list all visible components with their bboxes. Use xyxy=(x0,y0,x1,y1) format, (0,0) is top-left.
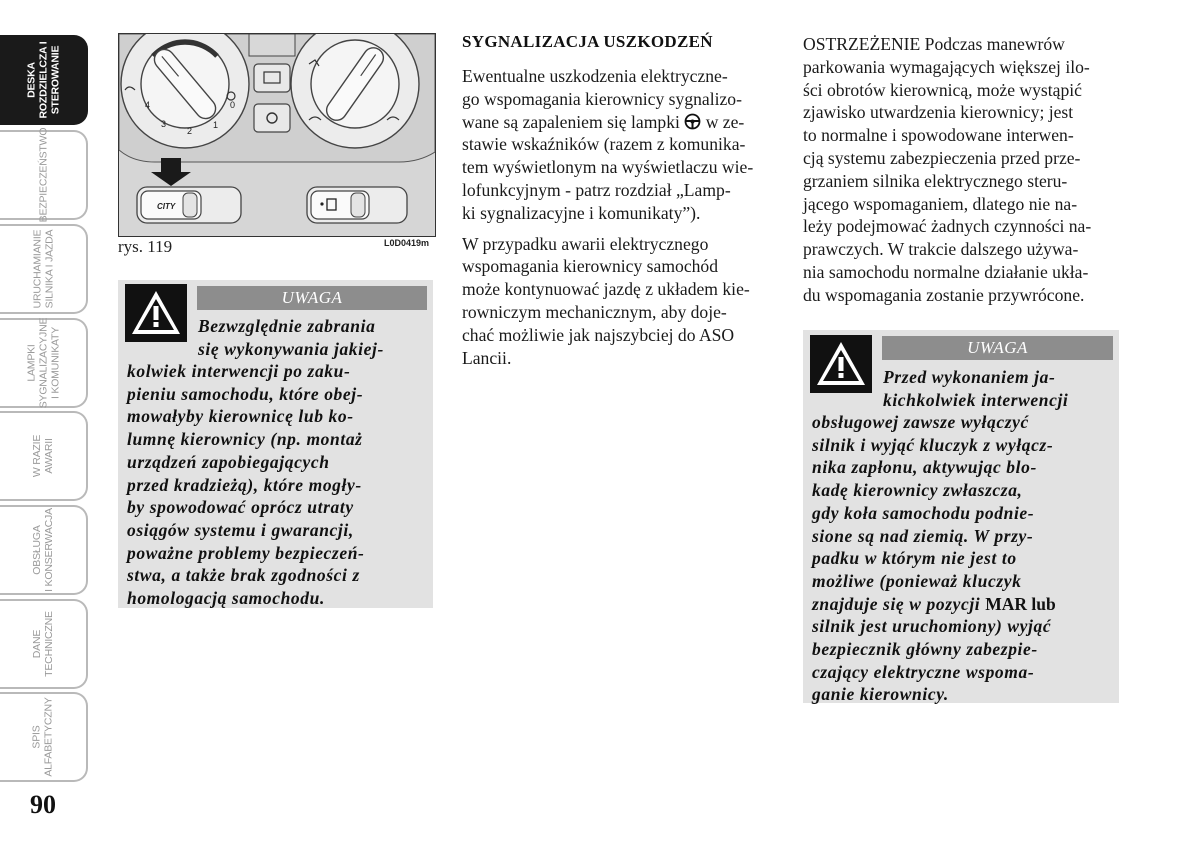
text-fragment: w ze- xyxy=(705,111,745,132)
text-line: OSTRZEŻENIE Podczas manewrów xyxy=(803,34,1065,54)
text-line: Lancii. xyxy=(462,347,512,368)
text-line: bezpiecznik główny zabezpie- xyxy=(812,639,1038,660)
text-line: kadę kierownicy zwłaszcza, xyxy=(812,480,1023,501)
text-line: ganie kierownicy. xyxy=(812,684,949,705)
text-line: nia samochodu normalne działanie ukła- xyxy=(803,261,1089,282)
warning-box-right xyxy=(803,330,1119,703)
tab-lampki[interactable] xyxy=(0,318,88,408)
text-line: obsługowej zawsze wyłączyć xyxy=(812,412,1029,432)
recirculation-button[interactable] xyxy=(254,104,290,132)
tab-uruchamianie[interactable] xyxy=(0,224,88,314)
tab-label: DANE TECHNICZNE xyxy=(30,611,55,677)
text-line: sione są nad ziemią. W przy- xyxy=(812,525,1034,546)
warning-title: UWAGA xyxy=(197,286,427,310)
warning-text-body xyxy=(812,411,1114,706)
tab-bezpieczenstwo[interactable] xyxy=(0,127,88,223)
paragraph-fault-signal xyxy=(462,65,777,225)
section-heading: SYGNALIZACJA USZKODZEŃ xyxy=(462,32,713,51)
text-line: rowniczym mechanicznym, aby doje- xyxy=(462,301,727,322)
text-line: go wspomagania kierownicy sygnalizo- xyxy=(462,88,742,109)
tab-spis-alfabetyczny[interactable] xyxy=(0,692,88,782)
text-line: może kontynuować jazdę z układem kie- xyxy=(462,279,750,300)
text-line: chać możliwie jak najszybciej do ASO xyxy=(462,324,735,345)
text-line: tem wyświetlonym na wyświetlaczu wie- xyxy=(462,157,754,178)
text-line: gdy koła samochodu podnie- xyxy=(812,502,1035,523)
paragraph-failure xyxy=(462,233,777,370)
text-line: prawczych. W trakcie dalszego używa- xyxy=(803,239,1079,260)
text-line: W przypadku awarii elektrycznego xyxy=(462,233,709,254)
text-line: lofunkcyjnym - patrz rozdział „Lamp- xyxy=(462,179,731,200)
knob-number: 4 xyxy=(145,100,151,110)
tab-dane-techniczne[interactable] xyxy=(0,599,88,689)
steering-warning-icon xyxy=(684,113,701,130)
text-line: osiągów systemu i gwarancji, xyxy=(127,519,354,540)
text-line: możliwe (ponieważ kluczyk xyxy=(812,570,1022,591)
text-fragment: znajduje się w pozycji xyxy=(812,593,981,614)
warning-text-head xyxy=(198,315,426,360)
dashboard-figure xyxy=(118,33,436,237)
text-line: urządzeń zapobiegających xyxy=(127,451,330,472)
text-line: wspomagania kierownicy samochód xyxy=(462,256,719,277)
figure-caption: rys. 119 xyxy=(118,237,173,256)
tab-label: URUCHAMIANIE SILNIKA I JAZDA xyxy=(30,229,55,309)
rear-defrost-button[interactable] xyxy=(254,64,290,92)
tab-label: OBSŁUGA I KONSERWACJA xyxy=(31,508,55,592)
text-line: cją systemu zabezpieczenia przed prze- xyxy=(803,147,1081,168)
text-line: zjawisko utwardzenia kierownicy; jest xyxy=(803,102,1074,123)
text-line: kichkolwiek interwencji xyxy=(883,389,1069,410)
text-line: poważne problemy bezpieczeń- xyxy=(127,542,365,563)
text-line: homologacją samochodu. xyxy=(127,588,325,609)
text-line: by spowodować oprócz utraty xyxy=(127,497,354,518)
text-line: mowałyby kierownicę lub ko- xyxy=(127,406,354,427)
text-line: ki sygnalizacyjne i komunikaty”). xyxy=(462,202,701,223)
right-column xyxy=(803,33,1121,315)
text-line: pieniu samochodu, które obej- xyxy=(127,383,364,404)
knob-number: 1 xyxy=(213,120,219,130)
text-line: Bezwzględnie zabrania xyxy=(198,316,376,336)
middle-column xyxy=(462,65,777,377)
tab-w-razie-awarii[interactable] xyxy=(0,411,88,501)
tab-label: LAMPKI SYGNALIZACYJNE I KOMUNIKATY xyxy=(25,317,61,409)
warning-triangle-icon xyxy=(810,335,872,393)
warning-title: UWAGA xyxy=(882,336,1113,360)
text-line: parkowania wymagających większej ilo- xyxy=(803,56,1090,77)
text-line: stawie wskaźników (razem z komunika- xyxy=(462,134,746,155)
text-line: kolwiek interwencji po zaku- xyxy=(127,361,351,381)
dashboard-illustration xyxy=(119,34,435,236)
tab-label: DESKA ROZDZIELCZA I STEROWANIE xyxy=(24,41,61,119)
tab-obsluga[interactable] xyxy=(0,505,88,595)
text-fragment: MAR lub xyxy=(985,593,1056,614)
text-line: to normalne i spowodowane interwen- xyxy=(803,125,1074,146)
warning-text-body xyxy=(127,360,427,610)
text-line xyxy=(812,593,1114,616)
text-line: Ewentualne uszkodzenia elektryczne- xyxy=(462,66,728,86)
knob-number: 2 xyxy=(187,126,193,136)
text-line: leży podejmować żadnych czynności na- xyxy=(803,216,1092,237)
city-button-label: CITY xyxy=(157,202,176,211)
page-number: 90 xyxy=(30,790,56,819)
paragraph-note xyxy=(803,33,1121,307)
text-line: ści obrotów kierownicą, może wystąpić xyxy=(803,79,1082,100)
text-line: lumnę kierownicy (np. montaż xyxy=(127,429,363,450)
text-line: padku w którym nie jest to xyxy=(812,548,1017,569)
text-line: silnik jest uruchomiony) wyjąć xyxy=(812,616,1052,637)
text-fragment: wane są zapaleniem się lampki xyxy=(462,111,680,132)
text-line: silnik i wyjąć kluczyk z wyłącz- xyxy=(812,434,1054,455)
tab-deska-rozdzielcza[interactable] xyxy=(0,35,88,125)
text-line: du wspomagania zostanie przywrócone. xyxy=(803,284,1085,305)
tab-label: W RAZIE AWARII xyxy=(30,434,55,478)
warning-text-head xyxy=(883,366,1113,411)
text-line: grzaniem silnika elektrycznego steru- xyxy=(803,170,1068,191)
text-line: jącego wspomaganiem, dlatego nie na- xyxy=(803,193,1078,214)
text-line: Przed wykonaniem ja- xyxy=(883,367,1056,387)
tab-label: BEZPIECZEŃSTWO xyxy=(37,127,49,223)
text-line: czający elektryczne wspoma- xyxy=(812,661,1035,682)
figure-code: L0D0419m xyxy=(384,238,430,248)
text-line: się wykonywania jakiej- xyxy=(198,338,384,359)
tab-label: SPIS ALFABETYCZNY xyxy=(30,697,55,777)
warning-box-left xyxy=(118,280,433,608)
knob-number: 0 xyxy=(230,100,236,110)
text-line: stwa, a także brak zgodności z xyxy=(127,565,360,586)
warning-triangle-icon xyxy=(125,284,187,342)
text-line: przed kradzieżą), które mogły- xyxy=(127,474,362,495)
text-line: nika zapłonu, aktywując blo- xyxy=(812,457,1037,478)
text-line xyxy=(462,111,777,134)
knob-number: 3 xyxy=(161,119,167,129)
